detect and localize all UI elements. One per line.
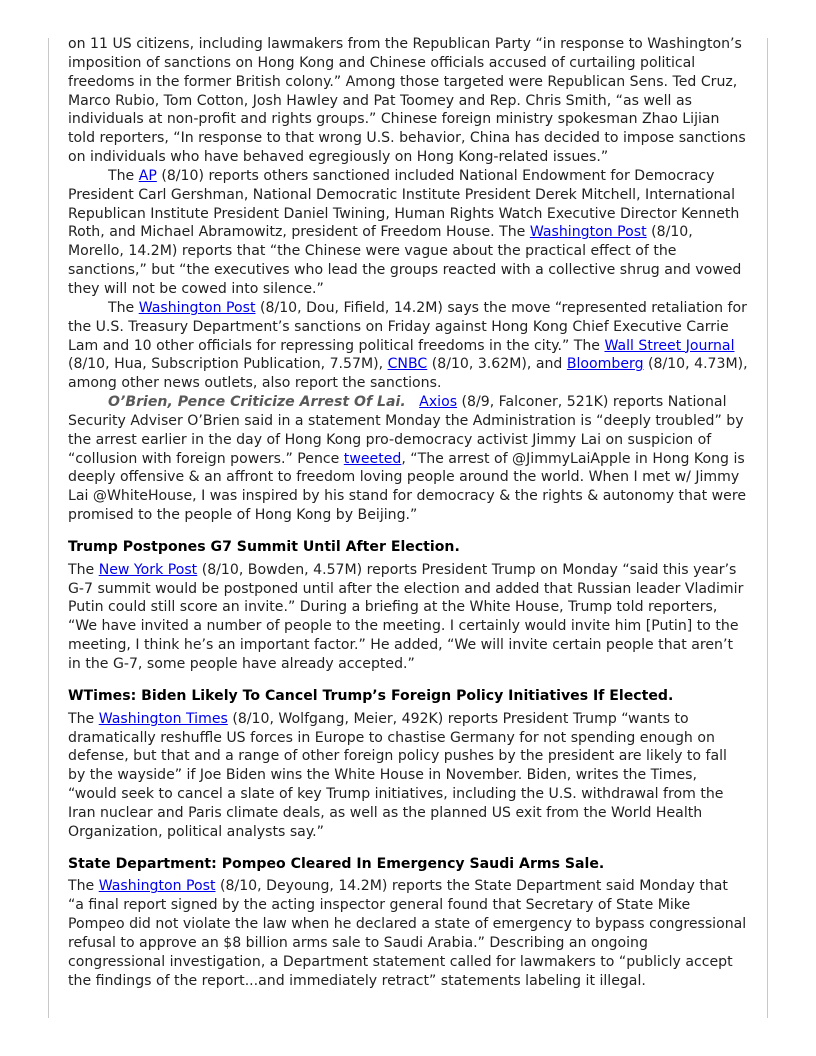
- g7-paragraph: The New York Post (8/10, Bowden, 4.57M) reports President Trump on Monday “said this year’s G-7 summit would be postponed until after the election and added that Russian leader Vladimir Putin could still score an invite.” During a briefing at the White House, Trump told reporters, “We have invited a number of people to the meeting. I certainly would invite him [Putin] to the meeting, I think he’s an important factor.” He added, “We will invite certain people that aren’t in the G-7, some people have already accepted.”: [68, 561, 744, 672]
- new-york-post-link[interactable]: New York Post: [98, 561, 198, 578]
- washington-post-link[interactable]: Washington Post: [138, 299, 256, 316]
- washington-post-link[interactable]: Washington Post: [529, 224, 647, 241]
- wapo-paragraph: The Washington Post (8/10, Dou, Fifield, 14.2M) says the move “represented retaliation for the U.S. Treasury Department’s sanctions on Friday against Hong Kong Chief Executive Carrie Lam and 10 other officials for repressing political freedoms in the city.” The Wall Street Journal (8/10, Hua, Subscription Publication, 7.57M), CNBC (8/10, 3.62M), and Bloomberg (8/10, 4.73M), among other news outlets, also report the sanctions.: [68, 299, 748, 392]
- page-border-left: [48, 38, 49, 1018]
- ap-link[interactable]: AP: [138, 167, 157, 184]
- intro-paragraph: on 11 US citizens, including lawmakers from the Republican Party “in response to Washington’s imposition of sanctions on Hong Kong and Chinese officials accused of curtailing political freedoms in the former British colony.” Among those targeted were Republican Sens. Ted Cruz, Marco Rubio, Tom Cotton, Josh Hawley and Pat Toomey and Rep. Chris Smith, “as well as individuals at non-profit and rights groups.” Chinese foreign ministry spokesman Zhao Lijian told reporters, “In response to that wrong U.S. behavior, China has decided to impose sanctions on individuals who have behaved egregiously on Hong Kong-related issues.”: [68, 36, 746, 166]
- cnbc-link[interactable]: CNBC: [387, 356, 428, 373]
- wtimes-headline: WTimes: Biden Likely To Cancel Trump’s Foreign Policy Initiatives If Elected.: [68, 687, 674, 704]
- tweeted-link[interactable]: tweeted: [343, 450, 402, 467]
- page-border-right: [767, 38, 768, 1018]
- bloomberg-link[interactable]: Bloomberg: [566, 356, 644, 373]
- g7-headline: Trump Postpones G7 Summit Until After Election.: [68, 538, 460, 555]
- ap-paragraph: The AP (8/10) reports others sanctioned included National Endowment for Democracy President Carl Gershman, National Democratic Institute President Derek Mitchell, International Republican Institute President Daniel Twining, Human Rights Watch Executive Director Kenneth Roth, and Michael Abramowitz, president of Freedom House. The Washington Post (8/10, Morello, 14.2M) reports that “the Chinese were vague about the practical effect of the sanctions,” but “the executives who lead the groups reacted with a collective shrug and vowed they will not be cowed into silence.”: [68, 167, 742, 297]
- washington-times-link[interactable]: Washington Times: [98, 710, 228, 727]
- newsletter-body: [68, 35, 748, 991]
- wall-street-journal-link[interactable]: Wall Street Journal: [604, 337, 735, 354]
- washington-post-link[interactable]: Washington Post: [98, 878, 216, 895]
- obrien-lead-in: O’Brien, Pence Criticize Arrest Of Lai.: [108, 394, 406, 411]
- pompeo-paragraph: The Washington Post (8/10, Deyoung, 14.2M) reports the State Department said Monday that “a final report signed by the acting inspector general found that Secretary of State Mike Pompeo did not violate the law when he declared a state of emergency to bypass congressional refusal to approve an $8 billion arms sale to Saudi Arabia.” Describing an ongoing congressional investigation, a Department statement called for lawmakers to “publicly accept the findings of the report...and immediately retract” statements labeling it illegal.: [68, 878, 747, 989]
- axios-link[interactable]: Axios: [419, 394, 458, 411]
- wtimes-paragraph: The Washington Times (8/10, Wolfgang, Meier, 492K) reports President Trump “wants to dramatically reshuffle US forces in Europe to chastise Germany for not spending enough on defense, but that and a range of other foreign policy pushes by the president are likely to fall by the wayside” if Joe Biden wins the White House in November. Biden, writes the Times, “would seek to cancel a slate of key Trump initiatives, including the U.S. withdrawal from the Iran nuclear and Paris climate deals, as well as the planned US exit from the World Health Organization, political analysts say.”: [68, 710, 727, 840]
- pompeo-headline: State Department: Pompeo Cleared In Emergency Saudi Arms Sale.: [68, 855, 605, 872]
- obrien-paragraph: O’Brien, Pence Criticize Arrest Of Lai. Axios (8/9, Falconer, 521K) reports National Security Adviser O’Brien said in a statement Monday the Administration is “deeply troubled” by the arrest earlier in the day of Hong Kong pro-democracy activist Jimmy Lai on suspicion of “collusion with foreign powers.” Pence tweeted, “The arrest of @JimmyLaiApple in Hong Kong is deeply offensive & an affront to freedom loving people around the world. When I met w/ Jimmy Lai @WhiteHouse, I was inspired by his stand for democracy & the rights & autonomy that were promised to the people of Hong Kong by Beijing.”: [68, 394, 746, 524]
